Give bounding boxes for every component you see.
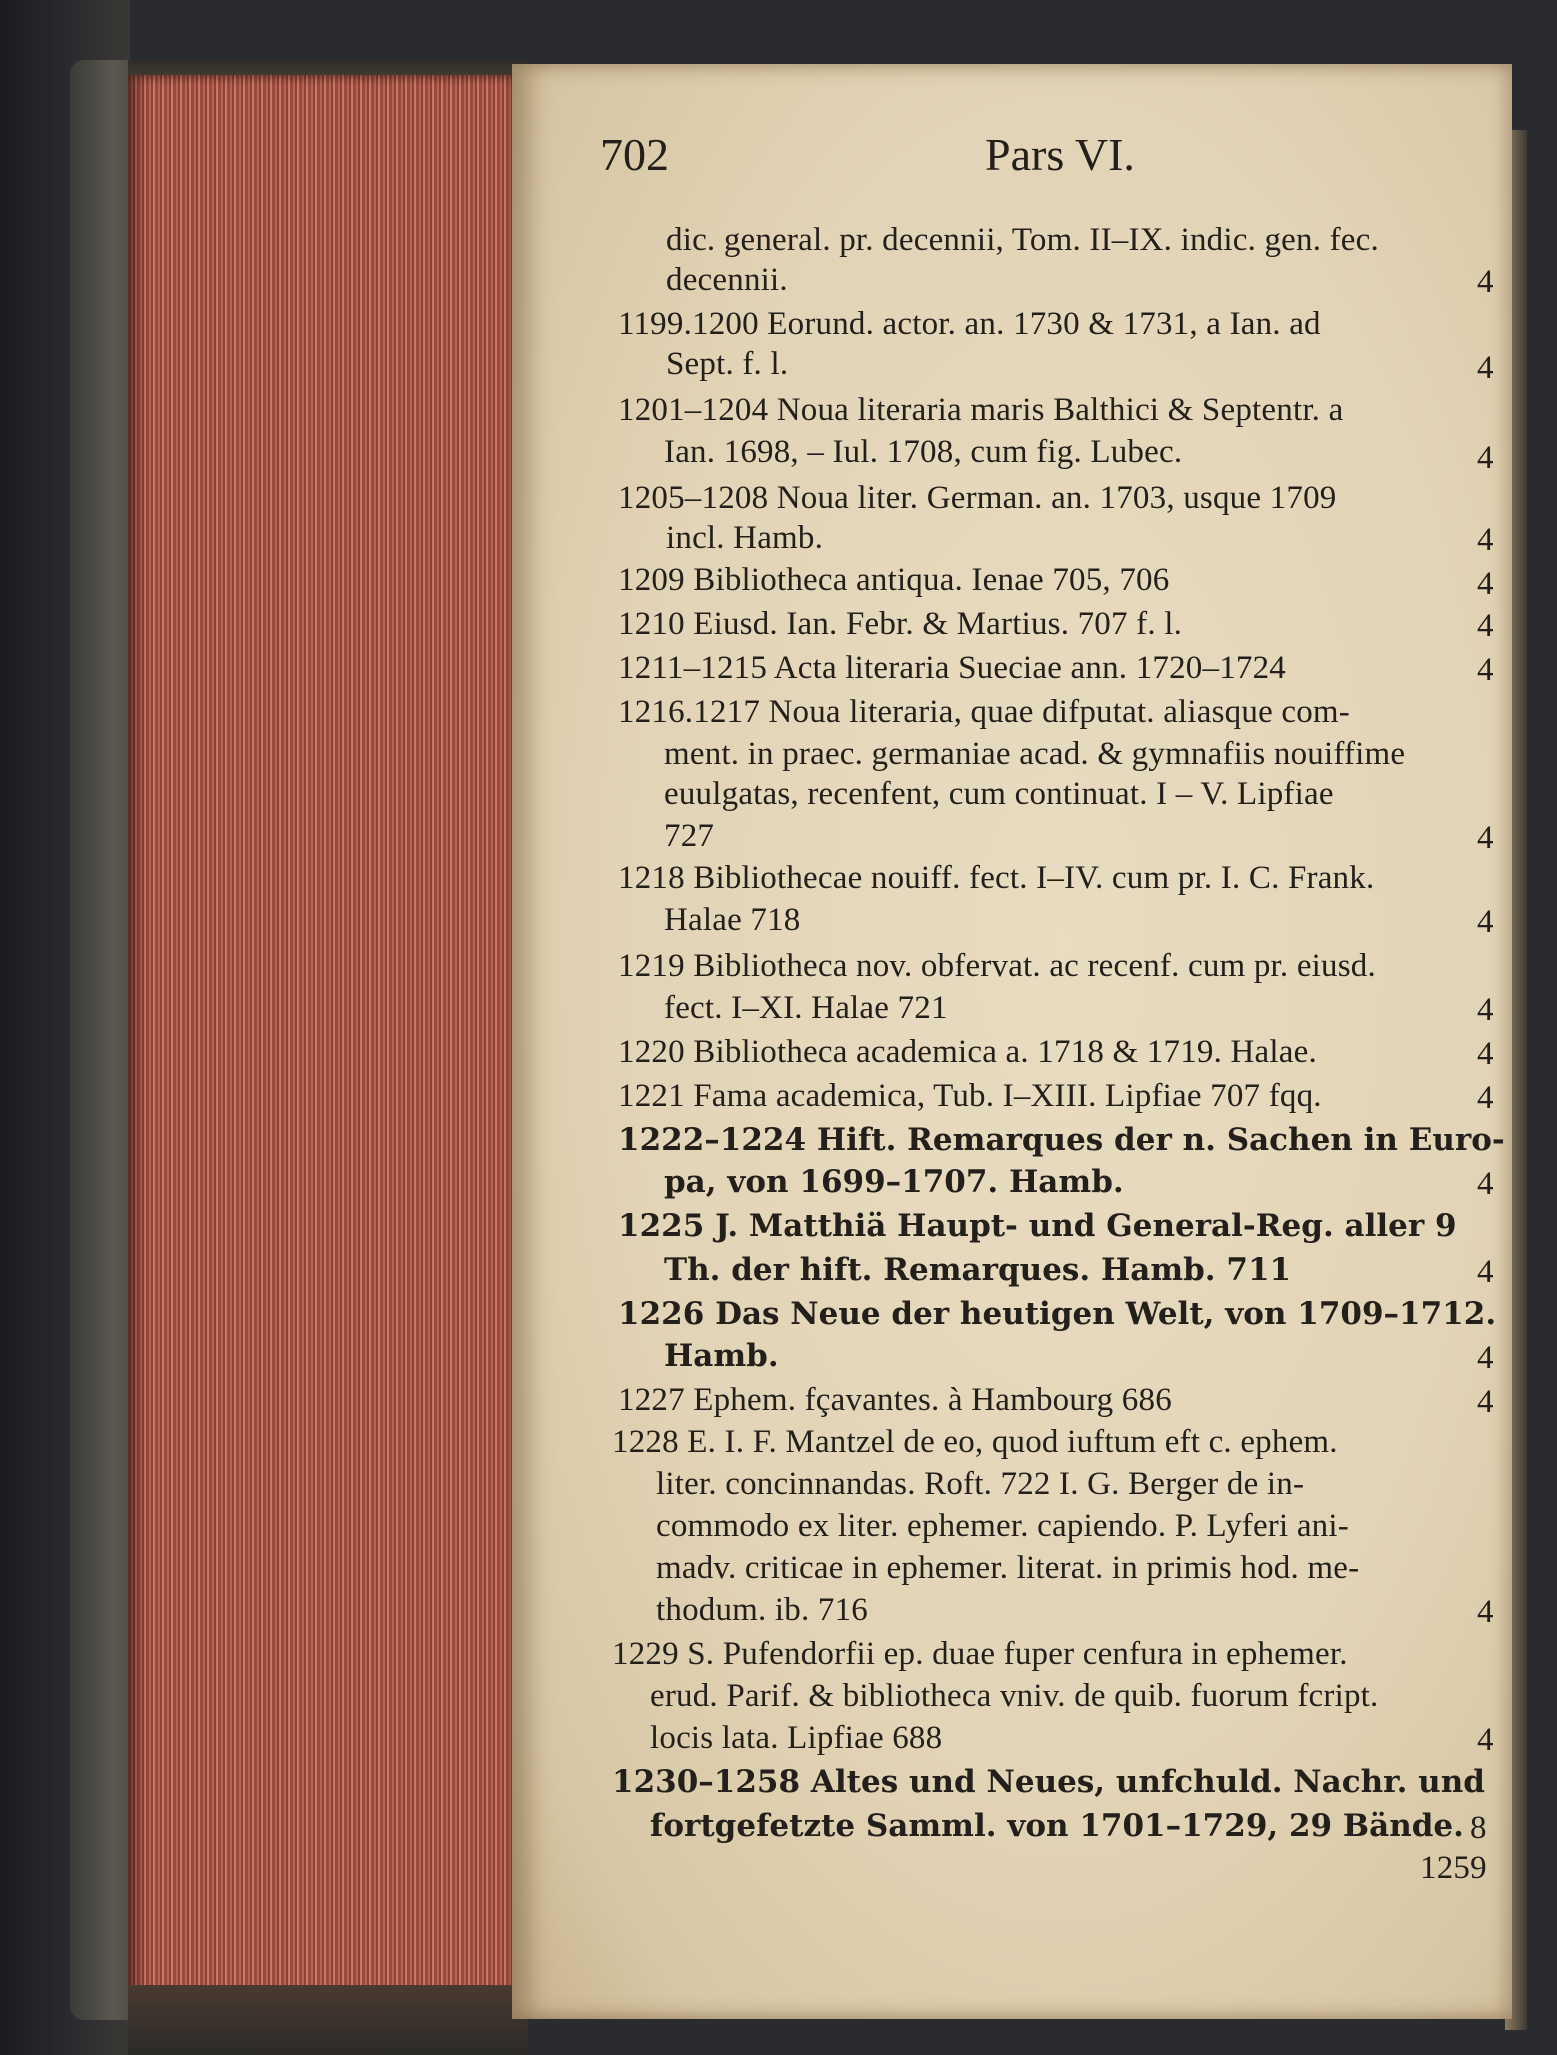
text-line: 1219 Bibliotheca nov. obfervat. ac recenf. cum pr. eiusd. (618, 948, 1376, 984)
text-line-fraktur: fortgefetzte Samml. von 1701–1729, 29 Bände. (650, 1808, 1464, 1844)
text-line: Sept. f. l. (666, 346, 789, 382)
text-line-fraktur: 1225 J. Matthiä Haupt- und General-Reg. aller 9 (618, 1208, 1457, 1244)
format-mark: 4 (1477, 1722, 1494, 1758)
text-line: locis lata. Lipfiae 688 (650, 1720, 943, 1756)
format-mark: 4 (1477, 904, 1494, 940)
format-mark: 4 (1477, 1036, 1494, 1072)
text-line: 1221 Fama academica, Tub. I–XIII. Lipfiae 707 fqq. (618, 1078, 1322, 1114)
text-line-fraktur: Th. der hift. Remarques. Hamb. 711 (664, 1252, 1292, 1288)
format-mark: 4 (1477, 608, 1494, 644)
format-mark: 4 (1477, 1594, 1494, 1630)
format-mark: 4 (1477, 1080, 1494, 1116)
format-mark: 4 (1477, 350, 1494, 386)
text-line: euulgatas, recenfent, cum continuat. I – V. Lipfiae (664, 776, 1334, 812)
format-mark: 4 (1477, 264, 1494, 300)
text-line: 1199.1200 Eorund. actor. an. 1730 & 1731, a Ian. ad (618, 306, 1321, 342)
text-line: Halae 718 (664, 902, 801, 938)
text-line: erud. Parif. & bibliotheca vniv. de quib. fuorum fcript. (650, 1678, 1379, 1714)
format-mark: 4 (1477, 1166, 1494, 1202)
format-mark: 4 (1477, 1384, 1494, 1420)
text-line: 1210 Eiusd. Ian. Febr. & Martius. 707 f. l. (618, 606, 1183, 642)
text-line: ment. in praec. germaniae acad. & gymnafiis nouiffime (664, 736, 1406, 772)
text-line: 1205–1208 Noua liter. German. an. 1703, usque 1709 (618, 480, 1337, 516)
text-line: incl. Hamb. (666, 520, 824, 556)
text-line: 1209 Bibliotheca antiqua. Ienae 705, 706 (618, 562, 1170, 598)
text-line: 727 (664, 818, 715, 854)
text-line: 1227 Ephem. fçavantes. à Hambourg 686 (618, 1382, 1172, 1418)
format-mark: 4 (1477, 820, 1494, 856)
text-line: Ian. 1698, – Iul. 1708, cum fig. Lubec. (664, 434, 1183, 470)
running-title: Pars VI. (985, 129, 1135, 180)
format-mark: 4 (1477, 992, 1494, 1028)
page-edges-red (128, 75, 518, 2000)
text-line: 1220 Bibliotheca academica a. 1718 & 1719. Halae. (618, 1034, 1317, 1070)
text-line: commodo ex liter. ephemer. capiendo. P. Lyferi ani- (656, 1508, 1349, 1544)
text-line: 1218 Bibliothecae nouiff. fect. I–IV. cum pr. I. C. Frank. (618, 860, 1375, 896)
text-line: liter. concinnandas. Roft. 722 I. G. Berger de in- (656, 1466, 1305, 1502)
text-line: 1229 S. Pufendorfii ep. duae fuper cenfura in ephemer. (612, 1636, 1348, 1672)
text-line: 1216.1217 Noua literaria, quae difputat. aliasque com- (618, 694, 1350, 730)
format-mark: 8 (1470, 1810, 1487, 1846)
text-line: fect. I–XI. Halae 721 (664, 990, 948, 1026)
format-mark: 4 (1477, 566, 1494, 602)
text-line: 1201–1204 Noua literaria maris Balthici & Septentr. a (618, 392, 1344, 428)
page-number: 702 (600, 129, 669, 180)
text-line-fraktur: 1222–1224 Hift. Remarques der n. Sachen in Euro- (618, 1122, 1505, 1158)
text-line: thodum. ib. 716 (656, 1592, 869, 1628)
text-line-fraktur: pa, von 1699–1707. Hamb. (664, 1164, 1124, 1200)
text-line-fraktur: 1226 Das Neue der heutigen Welt, von 1709–1712. (618, 1296, 1497, 1332)
format-mark: 4 (1477, 1340, 1494, 1376)
text-line-fraktur: 1230–1258 Altes und Neues, unfchuld. Nachr. und (612, 1764, 1485, 1800)
text-line: dic. general. pr. decennii, Tom. II–IX. indic. gen. fec. (666, 222, 1379, 258)
format-mark: 4 (1477, 522, 1494, 558)
text-line: 1211–1215 Acta literaria Sueciae ann. 1720–1724 (618, 650, 1286, 686)
catchword: 1259 (1420, 1850, 1487, 1886)
format-mark: 4 (1477, 652, 1494, 688)
text-line: 1228 E. I. F. Mantzel de eo, quod iuftum eft c. ephem. (612, 1424, 1338, 1460)
format-mark: 4 (1477, 1254, 1494, 1290)
text-line: madv. criticae in ephemer. literat. in primis hod. me- (656, 1550, 1360, 1586)
format-mark: 4 (1477, 440, 1494, 476)
text-line-fraktur: Hamb. (664, 1338, 779, 1374)
text-line: decennii. (666, 262, 788, 298)
page-block-bottom (128, 1985, 528, 2055)
